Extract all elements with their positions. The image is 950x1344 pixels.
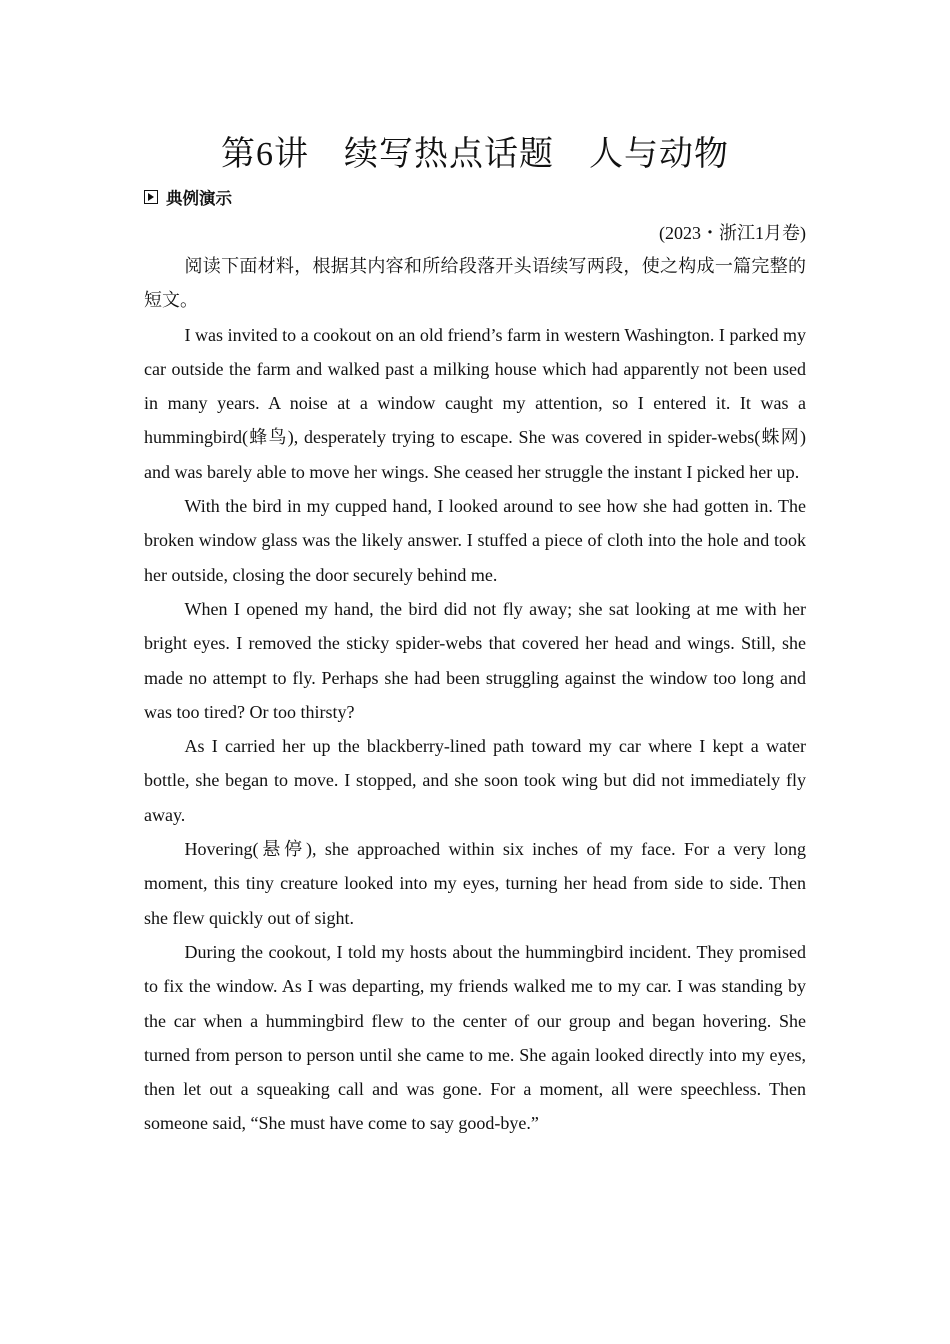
section-label: 典例演示: [166, 189, 232, 208]
passage: [144, 249, 806, 1141]
story-paragraph: As I carried her up the blackberry-lined path toward my car where I kept a water bottle, she began to move. I stopped, and she soon took wing but did not immediately fly away.: [144, 736, 806, 825]
story-paragraph: During the cookout, I told my hosts about the hummingbird incident. They promised to fix the window. As I was departing, my friends walked me to my car. I was standing by the car when a hummingbird flew to the center of our group and began hovering. She turned from person to person until she came to me. She again looked directly into my eyes, then let out a squeaking call and was gone. For a moment, all were speechless. Then someone said, “She must have come to say good-bye.”: [144, 941, 806, 1134]
story-paragraph: With the bird in my cupped hand, I looked around to see how she had gotten in. The broken window glass was the likely answer. I stuffed a piece of cloth into the hole and took her outside, closing the door securely behind me.: [144, 496, 806, 585]
story-paragraph: I was invited to a cookout on an old friend’s farm in western Washington. I parked my car outside the farm and walked past a milking house which had apparently not been used in many years. A noise at a window caught my attention, so I entered it. It was a hummingbird(蜂鸟), desperately trying to escape. She was covered in spider-webs(蛛网) and was barely able to move her wings. She ceased her struggle the instant I picked her up.: [144, 324, 806, 482]
section-heading: [144, 186, 232, 208]
instruction-paragraph: 阅读下面材料，根据其内容和所给段落开头语续写两段，使之构成一篇完整的短文。: [144, 256, 806, 311]
page-title: 第6讲 续写热点话题 人与动物: [221, 136, 729, 173]
play-triangle-icon: [144, 190, 158, 204]
source-label: (2023・浙江1月卷): [659, 223, 806, 243]
story-paragraph: When I opened my hand, the bird did not fly away; she sat looking at me with her bright eyes. I removed the sticky spider-webs that covered her head and wings. Still, she made no attempt to fly. Perhaps she had been struggling against the window too long and was too tired? Or too thirsty?: [144, 598, 806, 722]
story-paragraph: Hovering(悬停), she approached within six inches of my face. For a very long moment, this tiny creature looked into my eyes, turning her head from side to side. Then she flew quickly out of sight.: [144, 839, 806, 928]
